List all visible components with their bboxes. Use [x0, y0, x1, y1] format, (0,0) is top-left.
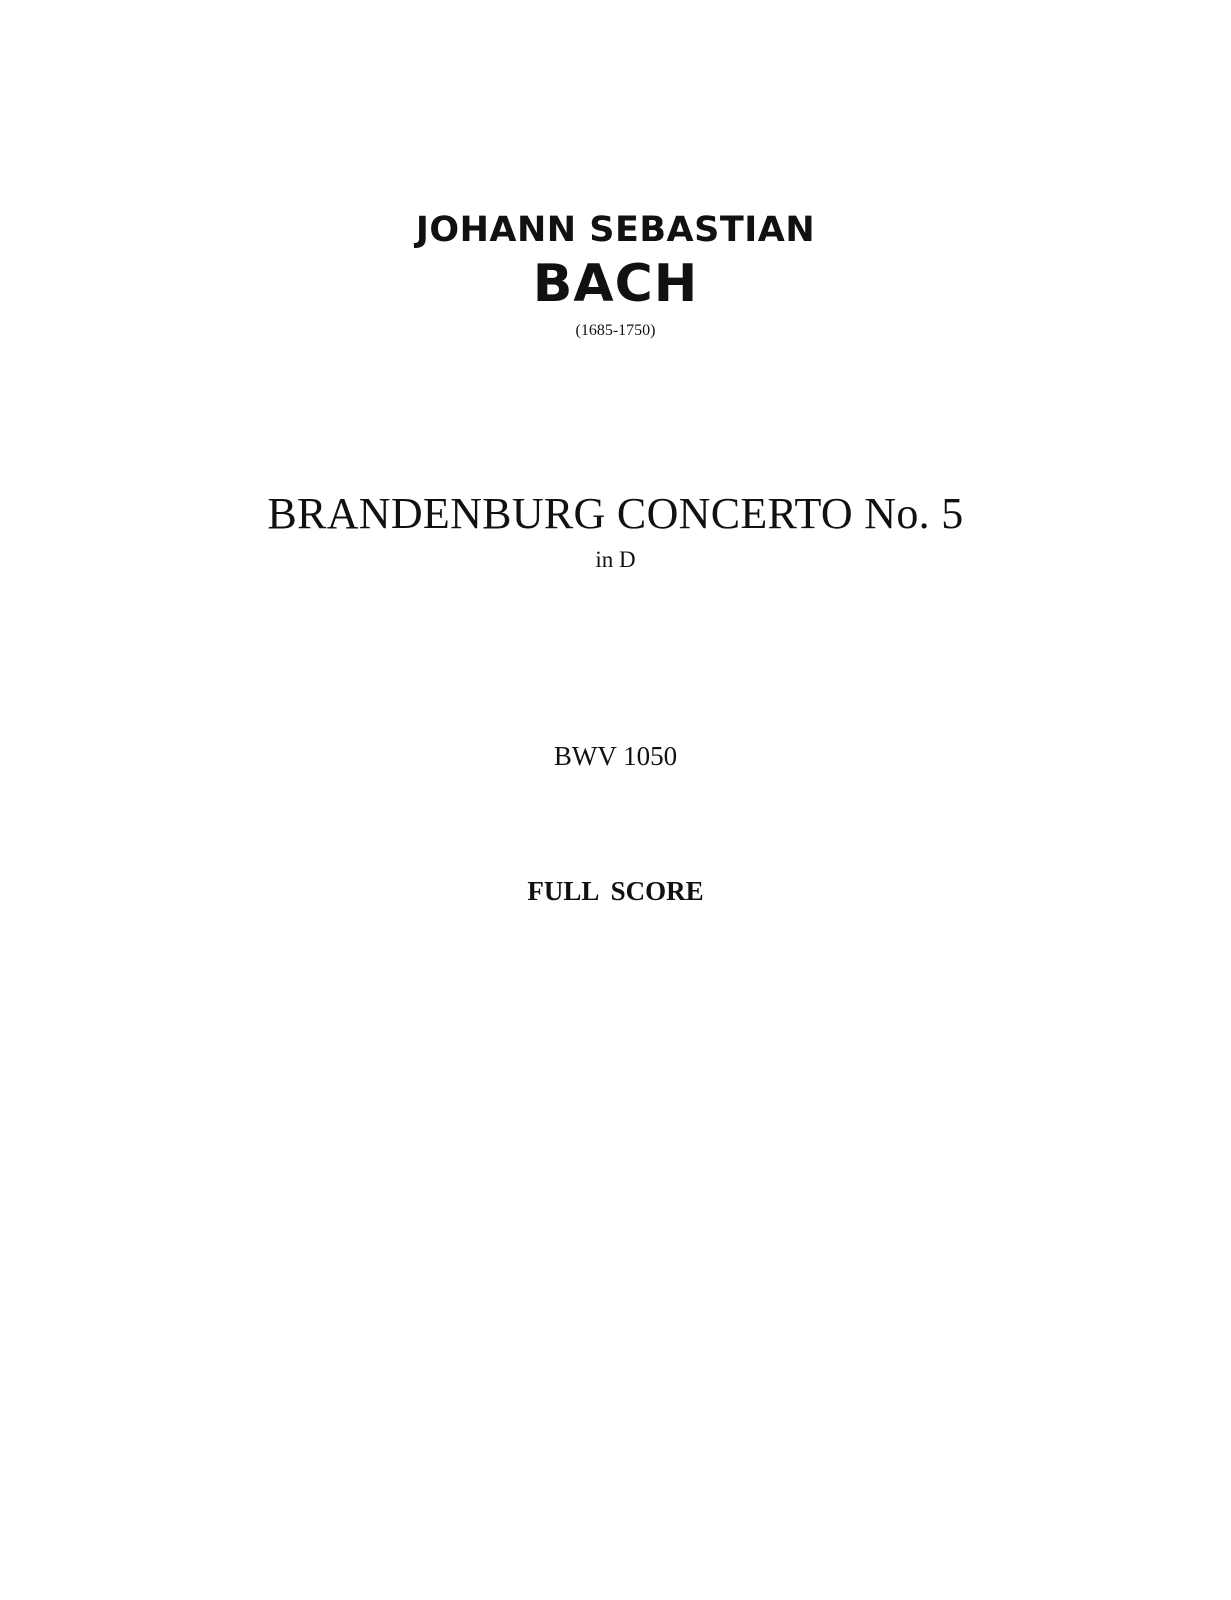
composer-surname: BACH [532, 254, 699, 314]
work-title: BRANDENBURG CONCERTO No. 5 [267, 489, 964, 538]
composer-first-names: JOHANN SEBASTIAN [415, 210, 816, 250]
edition-label: FULL SCORE [527, 876, 704, 906]
composer-dates: (1685-1750) [575, 322, 656, 339]
catalog-number: BWV 1050 [553, 741, 678, 771]
work-key: in D [595, 547, 636, 572]
